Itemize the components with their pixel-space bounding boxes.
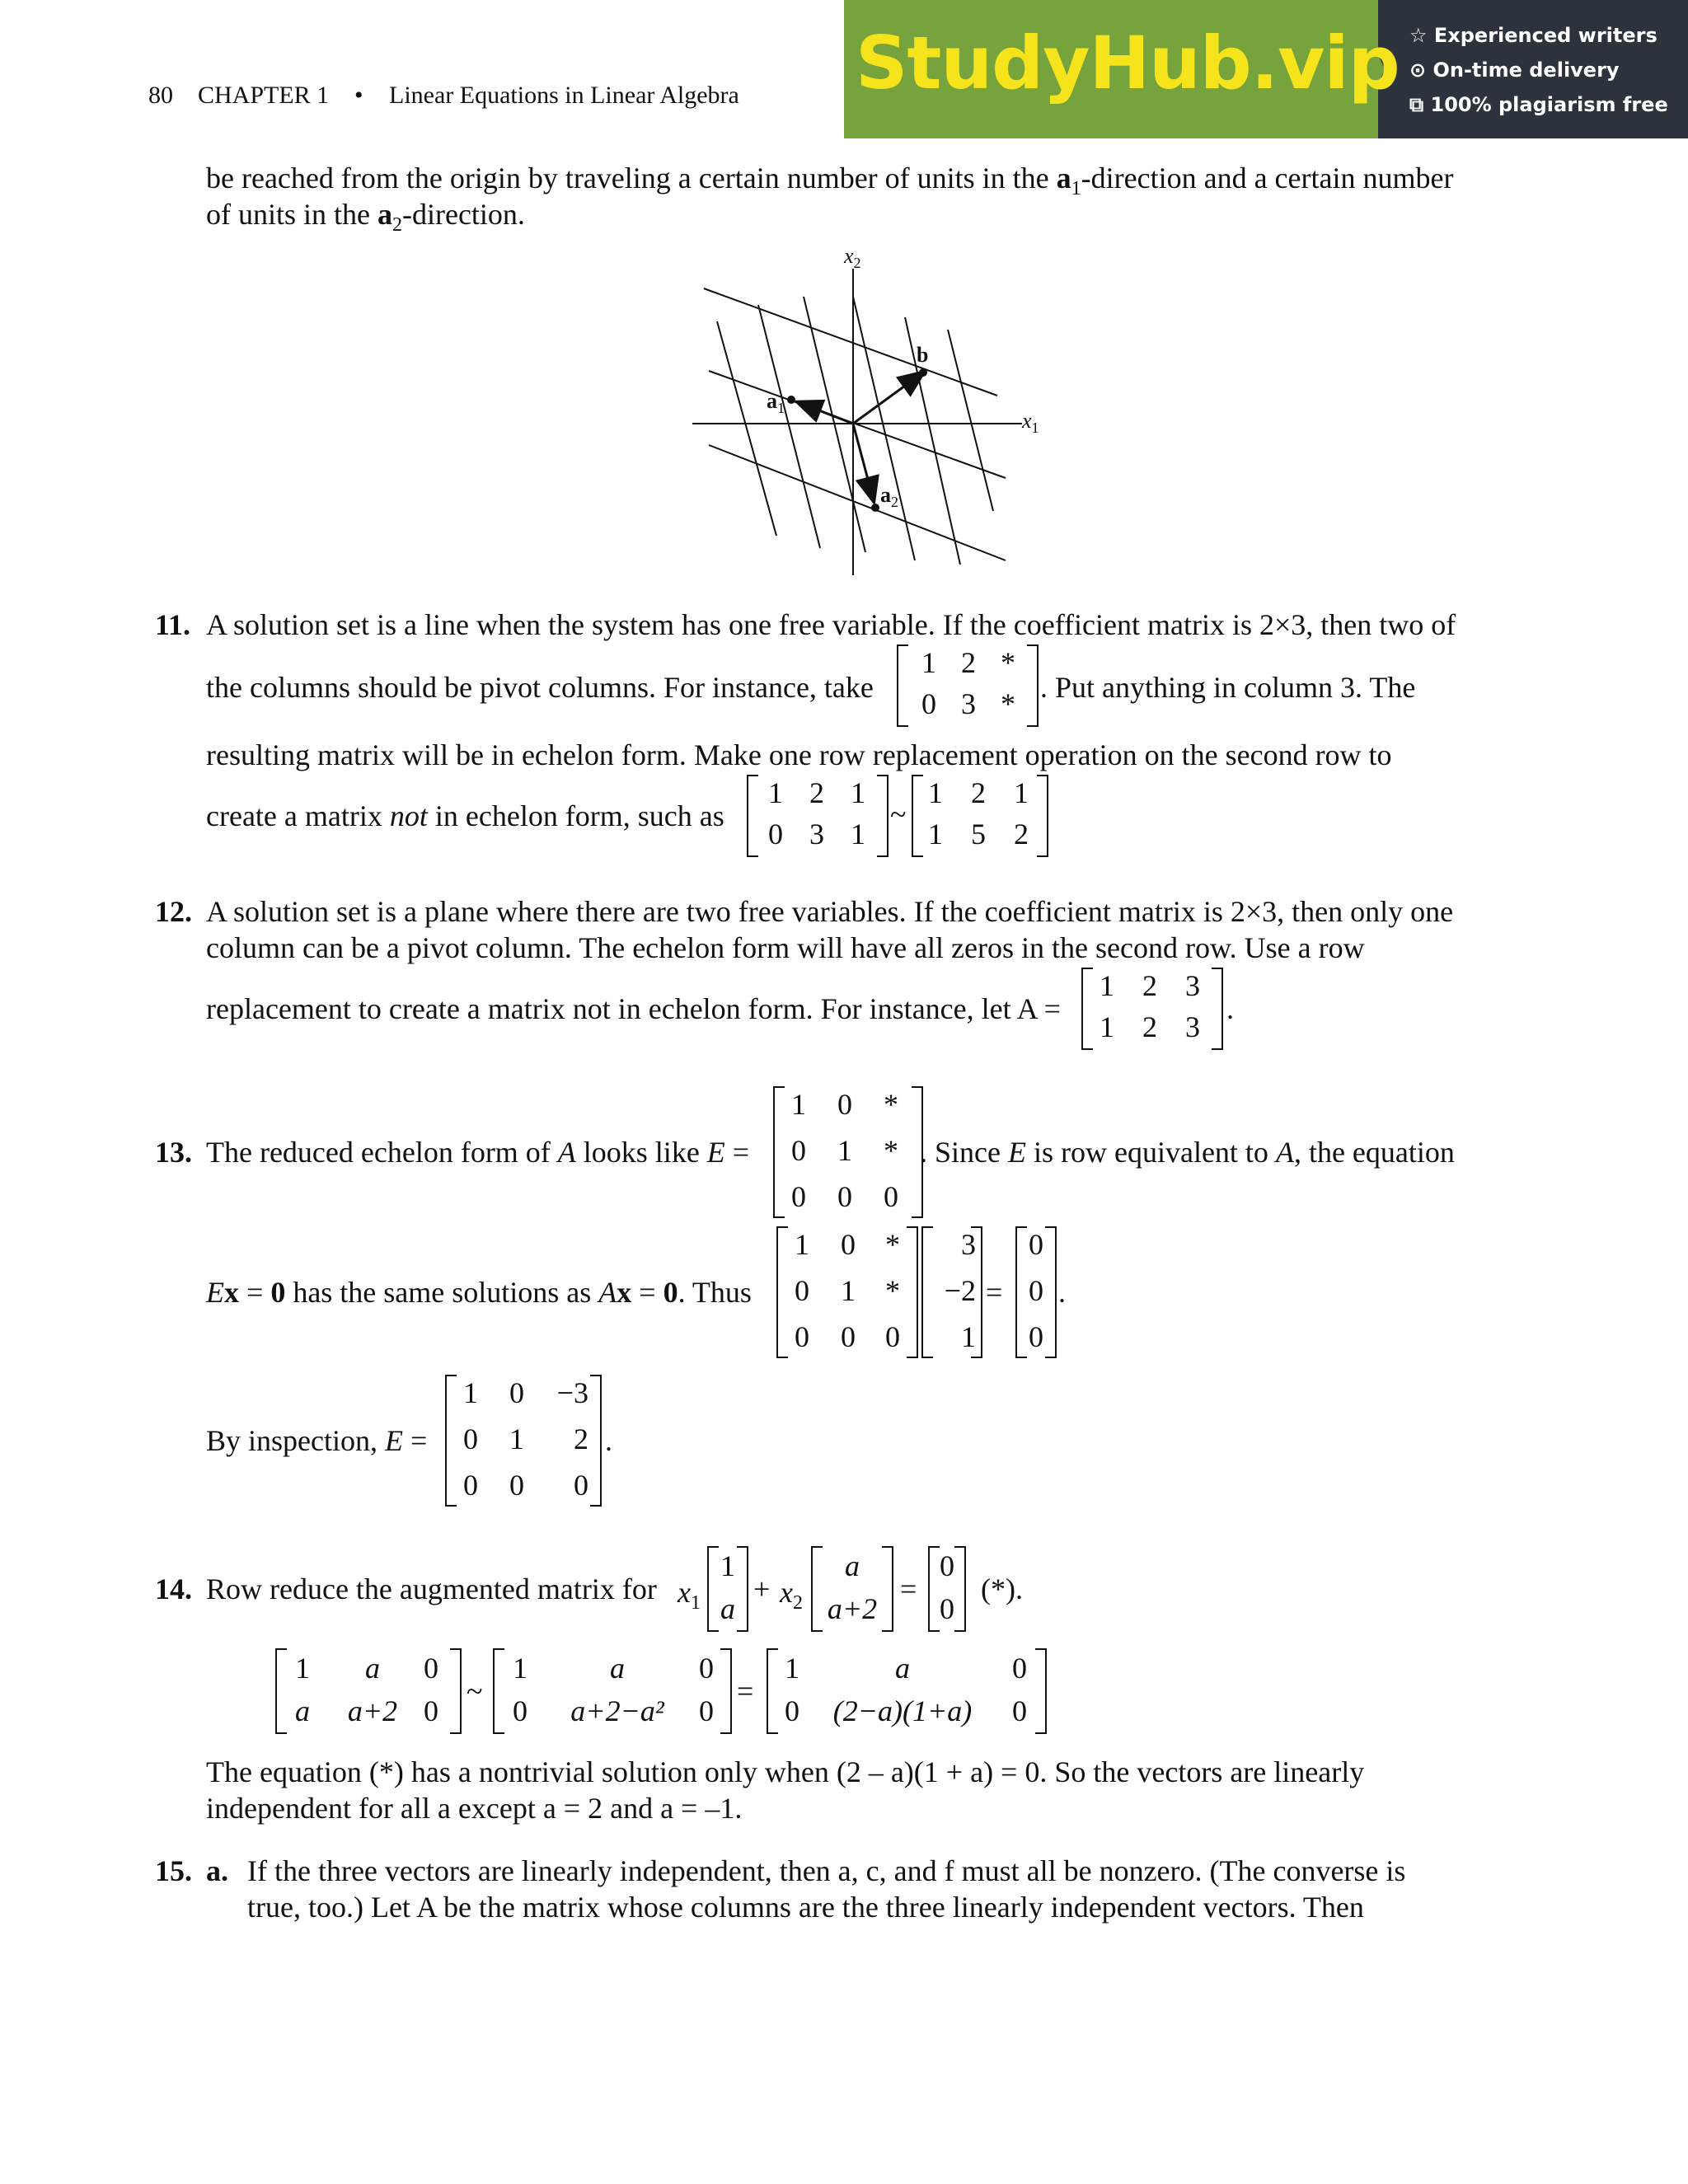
problem-14-number: 14. xyxy=(155,1572,192,1605)
equals-14: = xyxy=(900,1572,917,1605)
x1-variable: $x_1$ xyxy=(678,1576,701,1615)
matrix-11-c: 1 2 1 1 5 2 xyxy=(912,775,1048,857)
problem-12-line-2: column can be a pivot column. The echelon form will have all zeros in the second row. Use a row xyxy=(206,931,1365,964)
matrix-13-e: 1 0 * 0 1 * 0 0 0 xyxy=(773,1086,923,1218)
problem-14-conclusion-1: The equation (*) has a nontrivial solution only when (2 – a)(1 + a) = 0. So the vectors are linearly xyxy=(206,1755,1365,1788)
point-b xyxy=(919,368,927,377)
dot-13b: . xyxy=(605,1424,612,1457)
chapter-label: CHAPTER 1 xyxy=(198,82,330,109)
point-a2 xyxy=(871,504,879,512)
matrix-13-e3: 1 0 −3 0 1 2 0 0 0 xyxy=(445,1375,602,1507)
feature-plagiarism-free: ⧉ 100% plagiarism free xyxy=(1409,93,1668,116)
vector-13-x: 3 −2 1 xyxy=(921,1226,982,1358)
point-a1 xyxy=(787,396,795,404)
studyhub-banner[interactable] xyxy=(844,0,1688,138)
matrix-14-a: 1 a 0 a a+2 0 xyxy=(275,1648,462,1734)
problem-15-part: a. xyxy=(206,1854,228,1887)
grid-line xyxy=(704,288,997,396)
vector-14-v2: a a+2 xyxy=(811,1546,893,1632)
studyhub-logo[interactable]: StudyHub.vip xyxy=(856,21,1400,105)
label-a1: $a_1$ xyxy=(767,389,785,417)
feature-experienced-writers: ☆ Experienced writers xyxy=(1409,24,1658,47)
equals-13: = xyxy=(986,1276,1003,1309)
grid-line xyxy=(758,305,820,548)
problem-11-line-1: A solution set is a line when the system has one free variable. If the coefficient matrix is 2×3, then two of xyxy=(206,608,1456,641)
problem-13-line-3: By inspection, E = xyxy=(206,1424,428,1457)
grid-line xyxy=(905,317,960,565)
vector-grid-figure xyxy=(676,239,1039,585)
vector-a1-arrow xyxy=(798,402,853,424)
matrix-14-b: 1 a 0 0 a+2−a² 0 xyxy=(493,1648,732,1734)
dot-13a: . xyxy=(1058,1276,1066,1309)
page-number: 80 xyxy=(148,82,173,109)
problem-12-number: 12. xyxy=(155,895,192,928)
label-a2: $a_2$ xyxy=(880,483,898,511)
problem-15-line-1: If the three vectors are linearly independent, then a, c, and f must all be nonzero. (The converse is xyxy=(247,1854,1406,1887)
vector-13-zero: 0 0 0 xyxy=(1015,1226,1057,1358)
vector-a2-arrow xyxy=(853,424,874,501)
grid-line xyxy=(717,321,776,536)
problem-14-line-1: Row reduce the augmented matrix for xyxy=(206,1572,657,1605)
problem-14-conclusion-2: independent for all a except a = 2 and a = –1. xyxy=(206,1792,743,1825)
dot-12: . xyxy=(1226,992,1234,1025)
matrix-11-b: 1 2 1 0 3 1 xyxy=(747,775,889,857)
vector-14-zero: 0 0 xyxy=(928,1546,966,1632)
grid-line xyxy=(853,297,915,560)
matrix-13-e2: 1 0 * 0 1 * 0 0 0 xyxy=(776,1226,918,1358)
equation-star-label: (*). xyxy=(981,1572,1023,1605)
matrix-12: 1 2 3 1 2 3 xyxy=(1081,968,1223,1050)
equals-14b: = xyxy=(737,1675,754,1708)
x2-variable: $x_2$ xyxy=(780,1576,803,1615)
tilde-11: ~ xyxy=(890,798,907,831)
problem-15-number: 15. xyxy=(155,1854,192,1887)
matrix-14-c: 1 a 0 0 (2−a)(1+a) 0 xyxy=(767,1648,1047,1734)
vector-b-arrow xyxy=(853,373,923,424)
header-bullet: • xyxy=(354,82,363,109)
problem-13-line-1b: . Since E is row equivalent to A, the equation xyxy=(920,1136,1455,1169)
problem-11-number: 11. xyxy=(155,608,191,641)
problem-11-line-4: create a matrix not in echelon form, such as xyxy=(206,799,724,832)
intro-line-1: be reached from the origin by traveling a certain number of units in the $a_1$-direction and a certain number xyxy=(206,162,1454,200)
problem-12-line-3: replacement to create a matrix not in echelon form. For instance, let A = xyxy=(206,992,1061,1025)
problem-15-line-2: true, too.) Let A be the matrix whose columns are the three linearly independent vectors. Then xyxy=(247,1891,1364,1924)
feature-on-time-delivery: ⊙ On-time delivery xyxy=(1409,59,1620,82)
problem-12-line-1: A solution set is a plane where there are two free variables. If the coefficient matrix is 2×3, then only one xyxy=(206,895,1454,928)
vector-14-v1: 1 a xyxy=(707,1546,748,1632)
chapter-title: Linear Equations in Linear Algebra xyxy=(389,82,739,109)
plus-14: + xyxy=(753,1572,771,1605)
label-x1: $x_1$ xyxy=(1022,409,1039,437)
problem-11-line-2a: the columns should be pivot columns. For instance, take xyxy=(206,671,874,704)
intro-line-2: of units in the $a_2$-direction. xyxy=(206,198,525,237)
label-x2: $x_2$ xyxy=(844,244,861,272)
tilde-14: ~ xyxy=(467,1675,483,1708)
matrix-11-a: 1 2 * 0 3 * xyxy=(897,644,1039,727)
problem-11-line-2b: . Put anything in column 3. The xyxy=(1040,671,1416,704)
problem-13-number: 13. xyxy=(155,1136,192,1169)
label-b: b xyxy=(917,343,929,367)
problem-11-line-3: resulting matrix will be in echelon form. Make one row replacement operation on the second row to xyxy=(206,738,1392,771)
problem-13-line-2: Ex = 0 has the same solutions as Ax = 0. Thus xyxy=(206,1276,752,1309)
problem-13-line-1a: The reduced echelon form of A looks like E = xyxy=(206,1136,750,1169)
grid-line xyxy=(948,330,993,511)
